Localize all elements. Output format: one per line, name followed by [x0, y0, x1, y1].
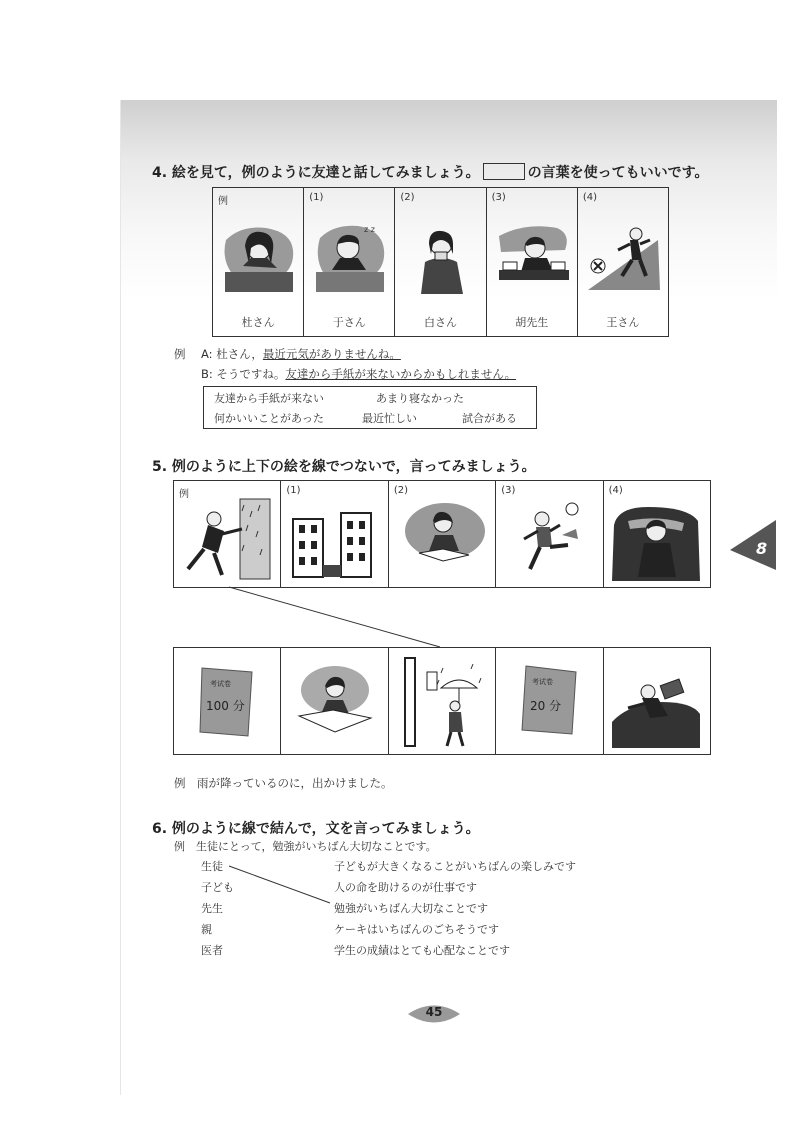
exam-paper-20-illustration — [500, 652, 596, 748]
line-b-prefix: B: そうですね。 — [201, 367, 286, 381]
predicate-item: 学生の成績はとても心配なことです — [334, 944, 510, 957]
word-option: 最近忙しい — [362, 412, 417, 425]
line-a-prefix: A: 杜さん， — [201, 347, 263, 361]
tired-traveler-illustration — [608, 652, 704, 748]
exam-paper-100-illustration — [178, 652, 274, 748]
cell-number: (3) — [491, 192, 506, 203]
section6-heading: 6. 例のように線で結んで，文を言ってみましょう。 — [152, 821, 480, 837]
cell-number: 例 — [218, 196, 228, 207]
section6-example: 例 生徒にとって，勉強がいちばん大切なことです。 — [174, 840, 437, 853]
section4-heading-post: の言葉を使ってもいいです。 — [527, 165, 709, 181]
word-option: 試合がある — [462, 412, 517, 425]
predicate-item: ケーキはいちばんのごちそうです — [334, 923, 499, 936]
cell-number: (3) — [501, 485, 516, 496]
exam-paper-title: 考试卷 — [210, 680, 231, 688]
section5-example: 例 雨が降っているのに，出かけました。 — [174, 776, 393, 790]
cell-number: (4) — [608, 485, 623, 496]
picture-cell — [604, 648, 710, 754]
cell-number: (2) — [393, 485, 408, 496]
chapter-tab — [726, 520, 776, 570]
cell-number: 例 — [179, 489, 189, 500]
section6-example-line — [229, 866, 330, 903]
line-b-underlined: 友達から手紙が来ないからかもしれません。 — [285, 367, 517, 381]
cell-name: 王さん — [606, 316, 640, 329]
subject-item: 子ども — [201, 881, 234, 894]
chapter-tab-label: 8 — [756, 539, 768, 558]
subject-item: 生徒 — [201, 860, 223, 873]
exam-paper-title: 考试卷 — [532, 678, 554, 686]
exam-paper-score: 100 分 — [206, 699, 245, 713]
picture-cell — [281, 648, 388, 754]
word-option: あまり寝なかった — [376, 392, 464, 405]
predicate-item: 勉強がいちばん大切なことです — [334, 902, 488, 915]
word-option: 何かいいことがあった — [214, 412, 324, 425]
picture-cell — [174, 648, 281, 754]
cell-name: 白さん — [424, 316, 457, 329]
cell-number: (4) — [582, 192, 597, 203]
picture-cell — [389, 648, 496, 754]
example-label: 例 — [174, 347, 186, 361]
predicate-item: 子どもが大きくなることがいちばんの楽しみです — [334, 860, 576, 873]
section5-heading: 5. 例のように上下の絵を線でつないで，言ってみましょう。 — [152, 459, 536, 475]
cell-name: 杜さん — [241, 316, 275, 329]
bottom-picture-strip — [173, 647, 711, 755]
picture-cell — [496, 648, 603, 754]
cell-name: 于さん — [332, 316, 366, 329]
umbrella-in-rain-illustration — [393, 652, 489, 748]
word-option: 友達から手紙が来ない — [214, 392, 324, 405]
boy-studying-illustration — [285, 652, 381, 748]
subject-item: 親 — [201, 923, 212, 936]
predicate-item: 人の命を助けるのが仕事です — [334, 881, 477, 894]
subject-item: 医者 — [201, 944, 223, 957]
page-number: 45 — [425, 1005, 443, 1019]
subject-item: 先生 — [201, 902, 223, 915]
cell-name: 胡先生 — [515, 316, 549, 329]
exam-paper-score: 20 分 — [530, 699, 562, 713]
cell-number: (1) — [286, 485, 301, 496]
example-connector-line — [229, 587, 440, 647]
cell-number: (2) — [400, 192, 415, 203]
line-a-underlined: 最近元気がありませんね。 — [262, 347, 401, 361]
section4-heading-pre: 4. 絵を見て，例のように友達と話してみましょう。 — [152, 165, 480, 181]
cell-number: (1) — [309, 192, 324, 203]
svg-text:z z: z z — [364, 225, 376, 234]
